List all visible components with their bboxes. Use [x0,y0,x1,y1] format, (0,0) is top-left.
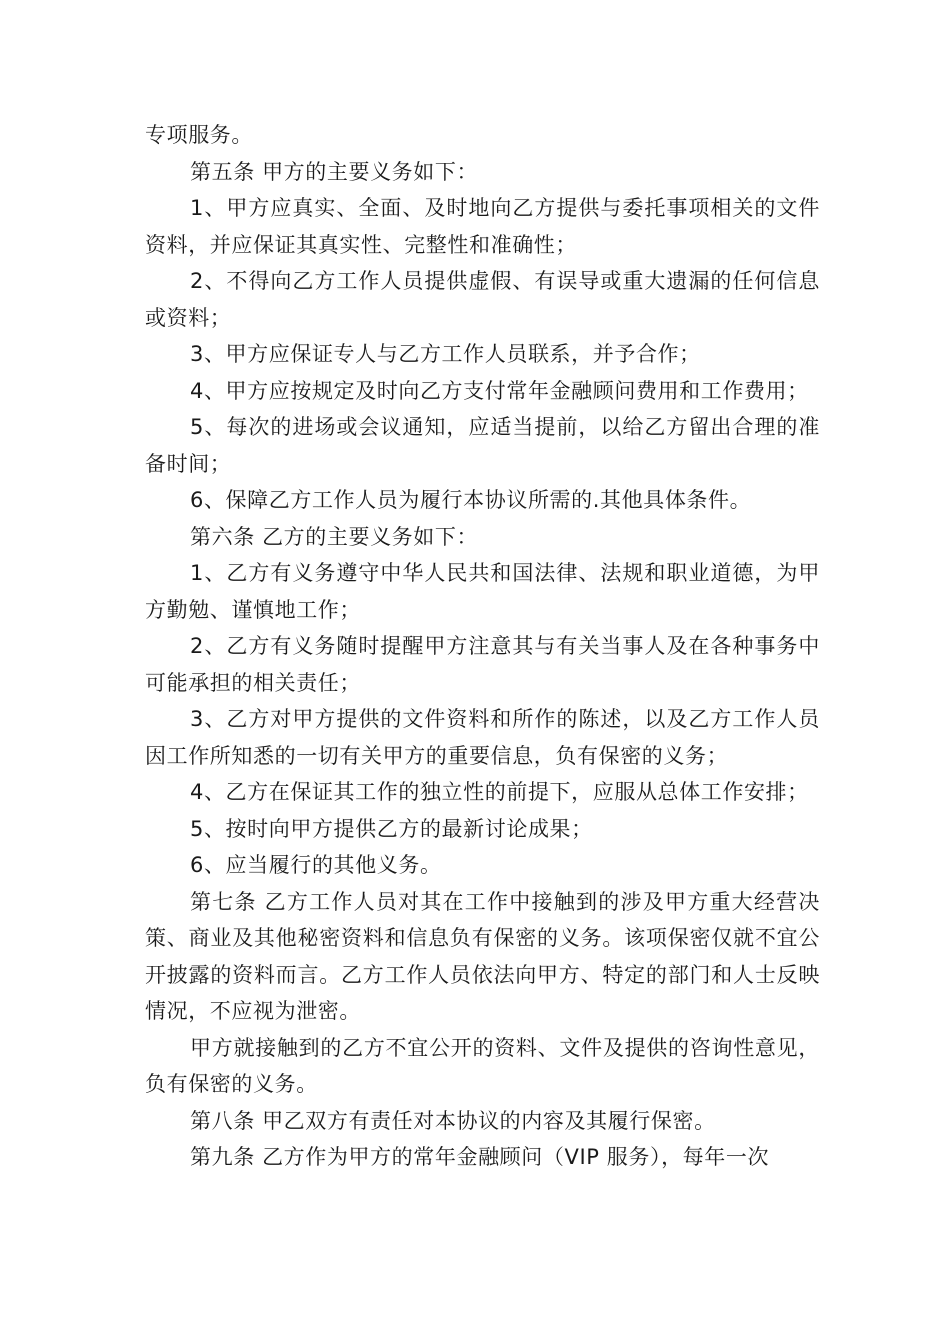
paragraph: 第九条 乙方作为甲方的常年金融顾问（VIP 服务），每年一次 [190,1145,770,1169]
document-body [145,117,820,1176]
paragraph: 甲方就接触到的乙方不宜公开的资料、文件及提供的咨询性意见，负有保密的义务。 [145,1035,820,1096]
paragraph: 1、甲方应真实、全面、及时地向乙方提供与委托事项相关的文件资料，并应保证其真实性、完整性和准确性； [145,196,820,257]
paragraph: 5、按时向甲方提供乙方的最新讨论成果； [190,816,593,841]
paragraph: 第七条 乙方工作人员对其在工作中接触到的涉及甲方重大经营决策、商业及其他秘密资料和信息负有保密的义务。该项保密仅就不宜公开披露的资料而言。乙方工作人员依法向甲方、特定的部门和人士反映情况，不应视为泄密。 [145,889,820,1023]
paragraph: 1、乙方有义务遵守中华人民共和国法律、法规和职业道德，为甲方勤勉、谨慎地工作； [145,561,820,622]
paragraph: 2、乙方有义务随时提醒甲方注意其与有关当事人及在各种事务中可能承担的相关责任； [145,634,820,695]
paragraph: 第八条 甲乙双方有责任对本协议的内容及其履行保密。 [190,1108,716,1133]
paragraph: 4、乙方在保证其工作的独立性的前提下，应服从总体工作安排； [190,780,809,804]
paragraph: 第六条 乙方的主要义务如下： [190,524,479,549]
paragraph: 4、甲方应按规定及时向乙方支付常年金融顾问费用和工作费用； [190,378,809,403]
paragraph: 6、应当履行的其他义务。 [190,853,442,877]
paragraph: 第五条 甲方的主要义务如下： [190,159,479,184]
paragraph: 2、不得向乙方工作人员提供虚假、有误导或重大遗漏的任何信息或资料； [145,269,820,330]
paragraph: 5、每次的进场或会议通知，应适当提前，以给乙方留出合理的准备时间； [145,415,820,476]
paragraph: 3、甲方应保证专人与乙方工作人员联系，并予合作； [190,342,701,366]
paragraph: 专项服务。 [145,123,253,147]
paragraph: 6、保障乙方工作人员为履行本协议所需的.其他具体条件。 [190,488,752,512]
paragraph: 3、乙方对甲方提供的文件资料和所作的陈述，以及乙方工作人员因工作所知悉的一切有关甲方的重要信息，负有保密的义务； [145,707,820,768]
